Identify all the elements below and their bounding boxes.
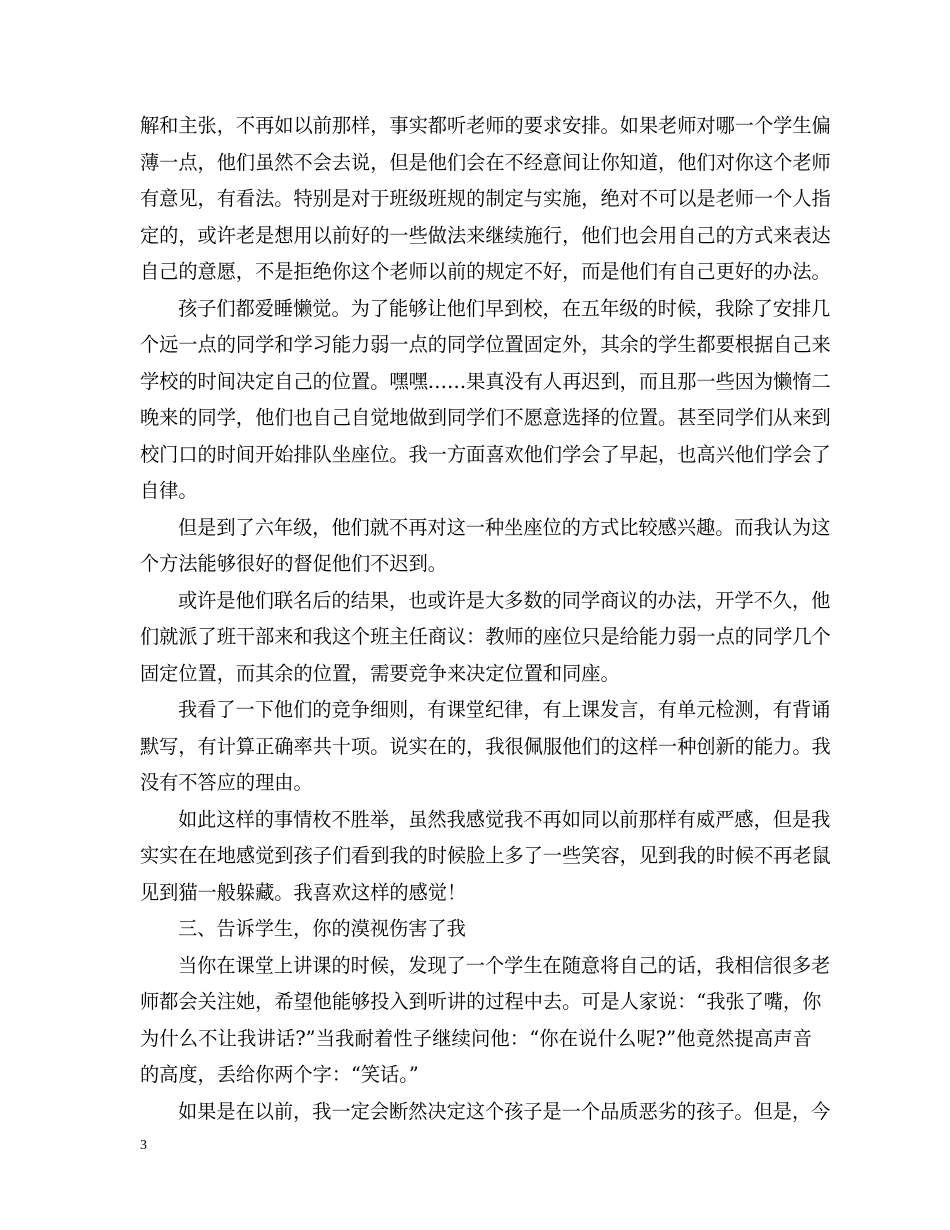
text-line: 没有不答应的理由。	[140, 771, 313, 794]
text-line: 固定位置，而其余的位置，需要竞争来决定位置和同座。	[140, 661, 620, 685]
paragraph-first-line: 我看了一下他们的竞争细则，有课堂纪律，有上课发言，有单元检测，有背诵	[178, 698, 831, 721]
text-line: 个远一点的同学和学习能力弱一点的同学位置固定外，其余的学生都要根据自己来	[140, 333, 831, 356]
paragraph-first-line: 如此这样的事情枚不胜举，虽然我感觉我不再如同以前那样有威严感，但是我	[178, 807, 831, 831]
text-line: 们就派了班干部来和我这个班主任商议：教师的座位只是给能力弱一点的同学几个	[140, 625, 831, 648]
text-line: 实实在在地感觉到孩子们看到我的时候脸上多了一些笑容，见到我的时候不再老鼠	[140, 844, 831, 867]
page-number: 3	[140, 1138, 147, 1153]
text-line: 的高度，丢给你两个字：“笑话。”	[140, 1063, 419, 1086]
text-line: 自己的意愿，不是拒绝你这个老师以前的规定不好，而是他们有自己更好的办法。	[140, 260, 831, 283]
section-heading: 三、告诉学生，你的漠视伤害了我	[178, 917, 466, 940]
text-line: 校门口的时间开始排队坐座位。我一方面喜欢他们学会了早起，也高兴他们学会了	[140, 442, 831, 466]
body-text	[140, 108, 831, 1130]
paragraph-first-line: 孩子们都爱睡懒觉。为了能够让他们早到校，在五年级的时候，我除了安排几	[178, 296, 831, 320]
text-line: 自律。	[140, 479, 198, 502]
paragraph-first-line: 或许是他们联名后的结果，也或许是大多数的同学商议的办法，开学不久，他	[178, 588, 831, 612]
paragraph-first-line: 如果是在以前，我一定会断然决定这个孩子是一个品质恶劣的孩子。但是，今	[178, 1099, 831, 1123]
paragraph-first-line: 但是到了六年级，他们就不再对这一种坐座位的方式比较感兴趣。而我认为这	[178, 515, 831, 539]
paragraph-first-line: 当你在课堂上讲课的时候，发现了一个学生在随意将自己的话，我相信很多老	[178, 953, 831, 977]
text-line: 默写，有计算正确率共十项。说实在的，我很佩服他们的这样一种创新的能力。我	[140, 734, 831, 758]
text-line: 为什么不让我讲话?”当我耐着性子继续问他：“你在说什么呢?”他竟然提高声音	[140, 1026, 812, 1050]
text-line: 晚来的同学，他们也自己自觉地做到同学们不愿意选择的位置。甚至同学们从来到	[140, 406, 831, 429]
text-line: 学校的时间决定自己的位置。嘿嘿……果真没有人再迟到，而且那一些因为懒惰二	[140, 369, 831, 393]
text-line: 有意见，有看法。特别是对于班级班规的制定与实施，绝对不可以是老师一个人指	[140, 187, 831, 210]
text-line: 个方法能够很好的督促他们不迟到。	[140, 552, 447, 575]
text-line: 薄一点，他们虽然不会去说，但是他们会在不经意间让你知道，他们对你这个老师	[140, 150, 831, 174]
text-line: 解和主张，不再如以前那样，事实都听老师的要求安排。如果老师对哪一个学生偏	[140, 114, 831, 137]
text-line: 定的，或许老是想用以前好的一些做法来继续施行，他们也会用自己的方式来表达	[140, 223, 831, 247]
text-line: 见到猫一般躲藏。我喜欢这样的感觉！	[140, 880, 467, 904]
text-line: 师都会关注她，希望他能够投入到听讲的过程中去。可是人家说：“我张了嘴，你	[140, 990, 822, 1013]
